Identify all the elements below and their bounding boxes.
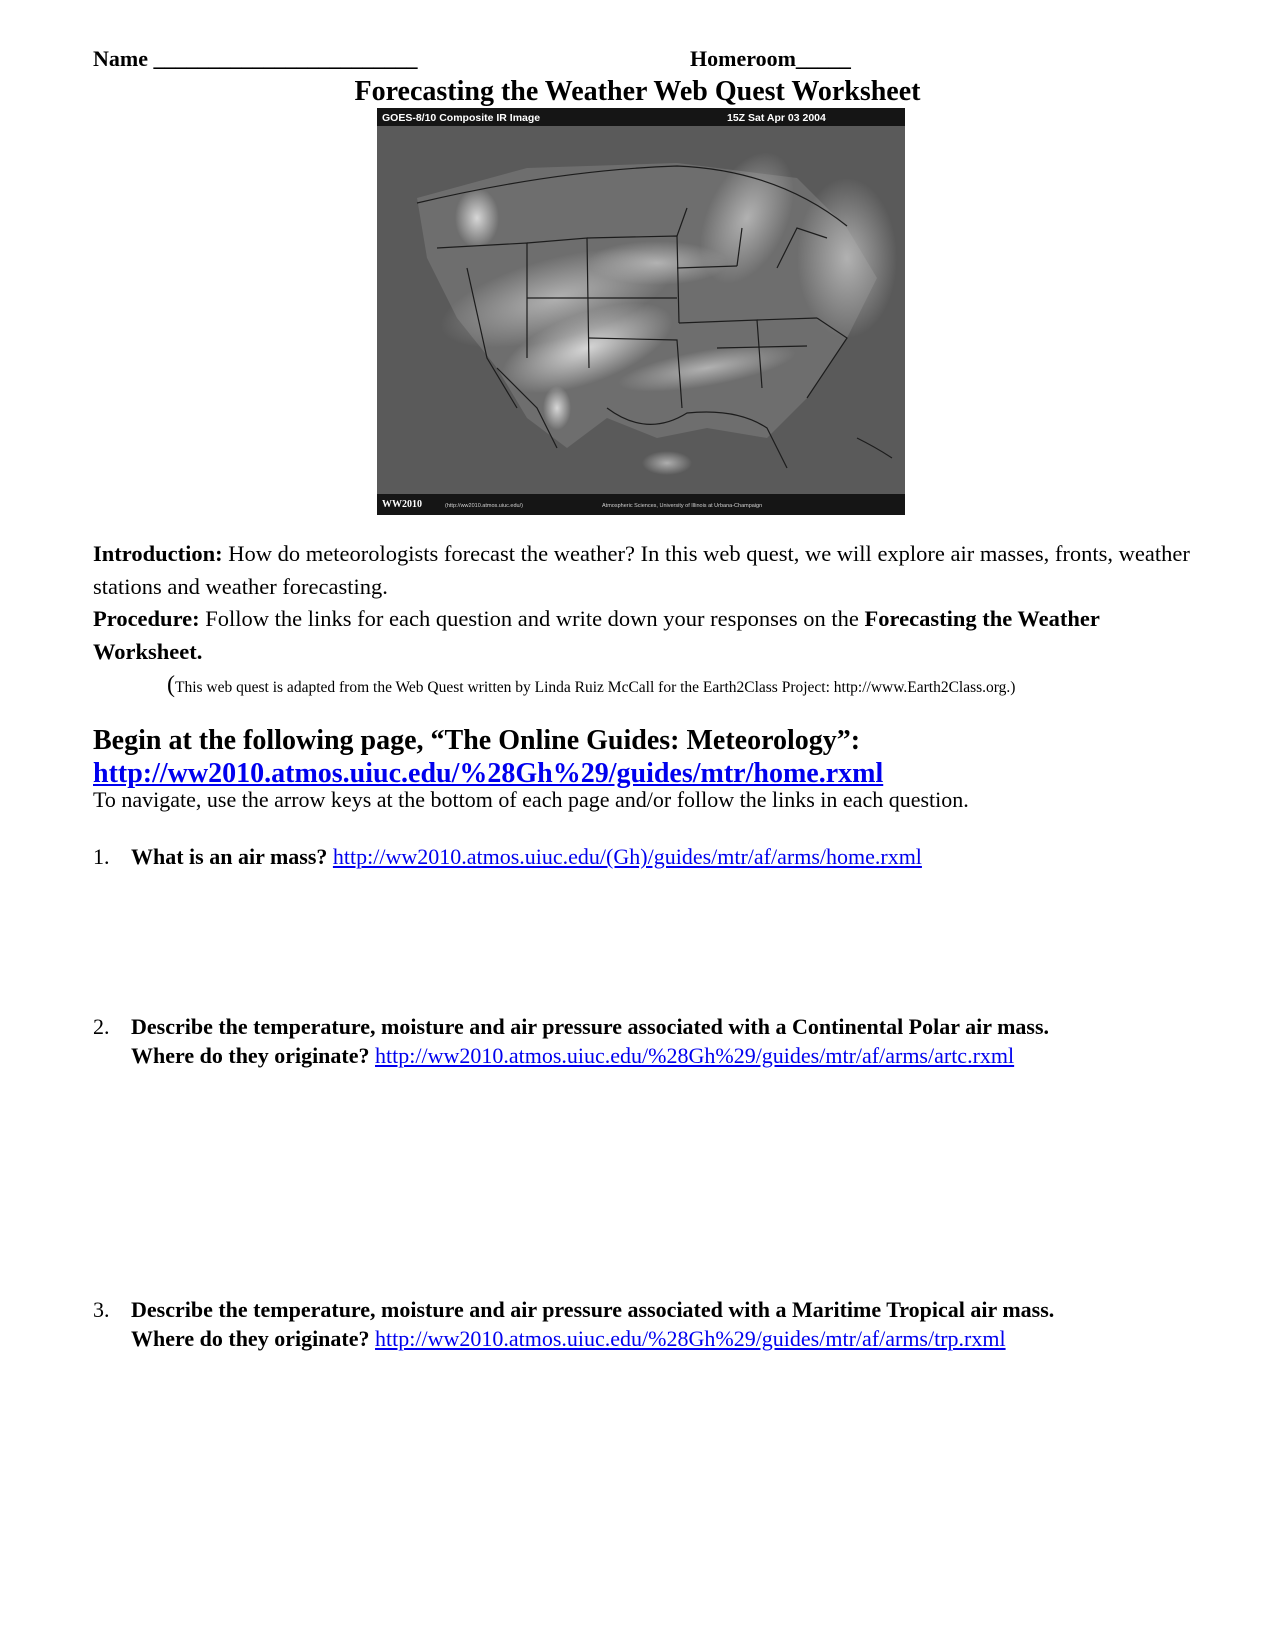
question-number: 3. — [93, 1297, 110, 1322]
satellite-image — [377, 108, 905, 515]
navigate-instructions: To navigate, use the arrow keys at the bottom of each page and/or follow the links in each question. — [93, 787, 969, 812]
question-text: Describe the temperature, moisture and air pressure associated with a Continental Polar air mass. — [131, 1014, 1050, 1039]
procedure-text: Follow the links for each question and write down your responses on the — [199, 606, 865, 631]
credit-text: This web quest is adapted from the Web Quest written by Linda Ruiz McCall for the Earth2Class Project: http://www.Earth2Class.org.) — [175, 679, 1016, 696]
question-subtext: Where do they originate? — [131, 1043, 376, 1068]
procedure-label: Procedure: — [93, 606, 200, 631]
question-link[interactable]: http://ww2010.atmos.uiuc.edu/%28Gh%29/guides/mtr/af/arms/artc.rxml — [375, 1043, 1015, 1068]
credit-open-paren: ( — [167, 672, 175, 698]
satellite-credit-text: Atmospheric Sciences, University of Illinois at Urbana-Champaign — [602, 503, 763, 509]
satellite-timestamp-text: 15Z Sat Apr 03 2004 — [727, 112, 826, 124]
question-1 — [93, 842, 1213, 871]
satellite-map-graphic — [377, 108, 905, 515]
credit-note — [167, 672, 1015, 699]
question-text: What is an air mass? — [131, 844, 333, 869]
introduction-label: Introduction: — [93, 541, 223, 566]
header-row — [93, 46, 1173, 76]
question-subtext: Where do they originate? — [131, 1326, 376, 1351]
begin-section — [93, 724, 883, 790]
question-number: 1. — [93, 844, 110, 869]
procedure-paragraph — [93, 602, 1203, 668]
introduction-paragraph — [93, 537, 1203, 603]
page-title: Forecasting the Weather Web Quest Worksheet — [354, 76, 921, 107]
introduction-text: How do meteorologists forecast the weather? In this web quest, we will explore air masses, fronts, weather stations and weather forecasting. — [93, 541, 1190, 599]
question-3 — [93, 1295, 1213, 1353]
homeroom-field: Homeroom_____ — [690, 46, 851, 71]
question-link[interactable]: http://ww2010.atmos.uiuc.edu/%28Gh%29/guides/mtr/af/arms/trp.rxml — [375, 1326, 1006, 1351]
satellite-title-text: GOES-8/10 Composite IR Image — [382, 112, 541, 124]
question-2 — [93, 1012, 1213, 1070]
name-field: Name ________________________ — [93, 46, 418, 71]
procedure-worksheet-name: Forecasting the Weather Worksheet. — [93, 606, 1100, 664]
question-text: Describe the temperature, moisture and air pressure associated with a Maritime Tropical air mass. — [131, 1297, 1055, 1322]
question-number: 2. — [93, 1014, 110, 1039]
question-link[interactable]: http://ww2010.atmos.uiuc.edu/(Gh)/guides/mtr/af/arms/home.rxml — [332, 844, 922, 869]
satellite-url-text: (http://ww2010.atmos.uiuc.edu/) — [445, 503, 523, 509]
begin-heading: Begin at the following page, “The Online Guides: Meteorology”: — [93, 725, 861, 756]
satellite-brand-text: WW2010 — [382, 499, 422, 510]
begin-link[interactable]: http://ww2010.atmos.uiuc.edu/%28Gh%29/guides/mtr/home.rxml — [93, 758, 884, 789]
